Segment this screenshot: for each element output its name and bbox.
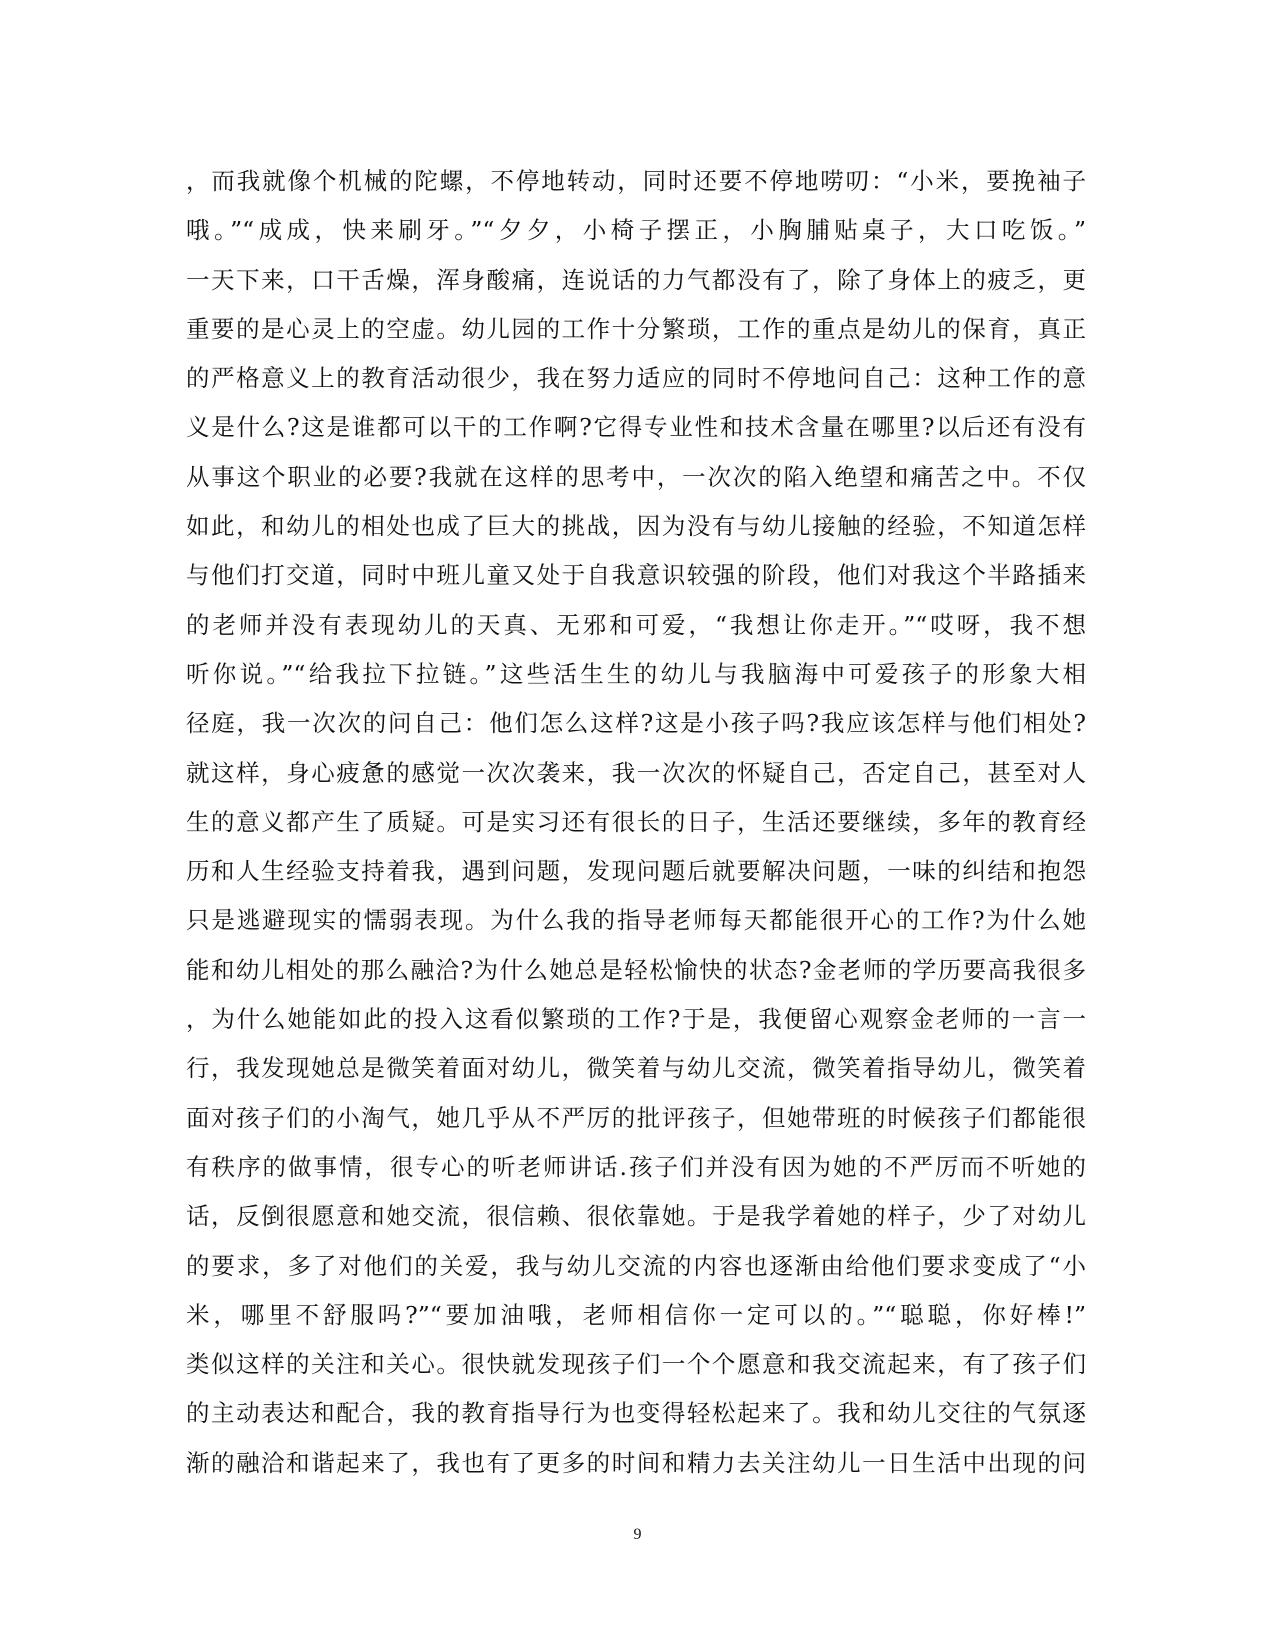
text-line: 渐的融洽和谐起来了，我也有了更多的时间和精力去关注幼儿一日生活中出现的问 [186,1448,1086,1477]
text-line: 径庭，我一次次的问自己：他们怎么这样?这是小孩子吗?我应该怎样与他们相处? [186,709,1086,738]
text-line: ，而我就像个机械的陀螺，不停地转动，同时还要不停地唠叨：“小米，要挽袖子 [186,167,1086,195]
text-line: ，为什么她能如此的投入这看似繁琐的工作?于是，我便留心观察金老师的一言一 [186,1005,1086,1034]
body-text [186,157,1086,1488]
text-line: 的主动表达和配合，我的教育指导行为也变得轻松起来了。我和幼儿交往的气氛逐 [186,1399,1086,1428]
text-line: 听你说。”“给我拉下拉链。”这些活生生的幼儿与我脑海中可爱孩子的形象大相 [186,659,1086,688]
text-line: 生的意义都产生了质疑。可是实习还有很长的日子，生活还要继续，多年的教育经 [186,807,1086,836]
text-line: 的要求，多了对他们的关爱，我与幼儿交流的内容也逐渐由给他们要求变成了“小 [186,1251,1086,1280]
text-line: 米，哪里不舒服吗?”“要加油哦，老师相信你一定可以的。”“聪聪，你好棒!” [186,1300,1086,1329]
page-number: 9 [633,1526,642,1543]
text-line: 的老师并没有表现幼儿的天真、无邪和可爱，“我想让你走开。”“哎呀，我不想 [186,610,1086,639]
text-line: 哦。”“成成，快来刷牙。”“夕夕，小椅子摆正，小胸脯贴桌子，大口吃饭。” [186,216,1086,245]
text-line: 历和人生经验支持着我，遇到问题，发现问题后就要解决问题，一味的纠结和抱怨 [186,857,1086,886]
text-line: 面对孩子们的小淘气，她几乎从不严厉的批评孩子，但她带班的时候孩子们都能很 [186,1103,1086,1132]
text-line: 与他们打交道，同时中班儿童又处于自我意识较强的阶段，他们对我这个半路插来 [186,561,1086,590]
text-line: 从事这个职业的必要?我就在这样的思考中，一次次的陷入绝望和痛苦之中。不仅 [186,462,1086,491]
text-line: 有秩序的做事情，很专心的听老师讲话.孩子们并没有因为她的不严厉而不听她的 [186,1152,1086,1181]
text-line: 行，我发现她总是微笑着面对幼儿，微笑着与幼儿交流，微笑着指导幼儿，微笑着 [186,1054,1086,1083]
text-line: 话，反倒很愿意和她交流，很信赖、很依靠她。于是我学着她的样子，少了对幼儿 [186,1202,1086,1231]
text-line: 就这样，身心疲惫的感觉一次次袭来，我一次次的怀疑自己，否定自己，甚至对人 [186,758,1086,787]
text-line: 如此，和幼儿的相处也成了巨大的挑战，因为没有与幼儿接触的经验，不知道怎样 [186,512,1086,541]
text-line: 类似这样的关注和关心。很快就发现孩子们一个个愿意和我交流起来，有了孩子们 [186,1350,1086,1379]
text-line: 一天下来，口干舌燥，浑身酸痛，连说话的力气都没有了，除了身体上的疲乏，更 [186,265,1086,294]
text-line: 重要的是心灵上的空虚。幼儿园的工作十分繁琐，工作的重点是幼儿的保育，真正 [186,314,1086,343]
text-line: 的严格意义上的教育活动很少，我在努力适应的同时不停地问自己：这种工作的意 [186,364,1086,393]
text-line: 能和幼儿相处的那么融洽?为什么她总是轻松愉快的状态?金老师的学历要高我很多 [186,955,1086,984]
text-line: 义是什么?这是谁都可以干的工作啊?它得专业性和技术含量在哪里?以后还有没有 [186,413,1086,442]
text-line: 只是逃避现实的懦弱表现。为什么我的指导老师每天都能很开心的工作?为什么她 [186,906,1086,935]
